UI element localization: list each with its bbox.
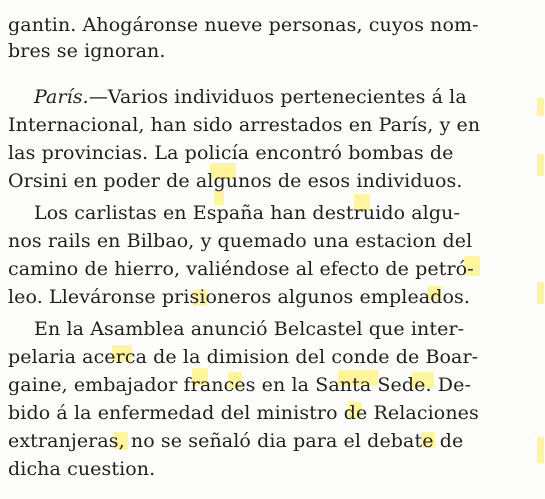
article-line: Internacional, han sido arrestados en París, y en	[8, 114, 481, 136]
article-line: En la Asamblea anunció Belcastel que inter-	[34, 318, 465, 340]
dateline: París.	[34, 86, 89, 108]
article-line: Los carlistas en España han destruido algu-	[34, 202, 460, 224]
article-line: camino de hierro, valiéndose al efecto de petró-	[8, 258, 474, 280]
article-line: gantin. Ahogáronse nueve personas, cuyos nom-	[8, 14, 479, 36]
highlight-mark	[537, 282, 544, 304]
highlight-mark	[537, 98, 544, 116]
article-line: leo. Lleváronse prisioneros algunos empleados.	[8, 286, 471, 308]
article-line: las provincias. La policía encontró bombas de	[8, 142, 454, 164]
article-line: París.—Varios individuos pertenecientes á la	[34, 86, 467, 108]
highlight-mark	[537, 437, 544, 463]
article-line: bres se ignoran.	[8, 40, 166, 62]
article-line: Orsini en poder de algunos de esos individuos.	[8, 170, 463, 192]
article-line: nos rails en Bilbao, y quemado una estacion del	[8, 230, 473, 252]
highlight-mark	[537, 154, 544, 176]
article-line: pelaria acerca de la dimision del conde de Boar-	[8, 346, 479, 368]
article-line: bido á la enfermedad del ministro de Relaciones	[8, 402, 479, 424]
article-line: extranjeras, no se señaló dia para el debate de	[8, 430, 464, 452]
article-line: dicha cuestion.	[8, 458, 156, 480]
article-line: gaine, embajador frances en la Santa Sede. De-	[8, 374, 471, 396]
